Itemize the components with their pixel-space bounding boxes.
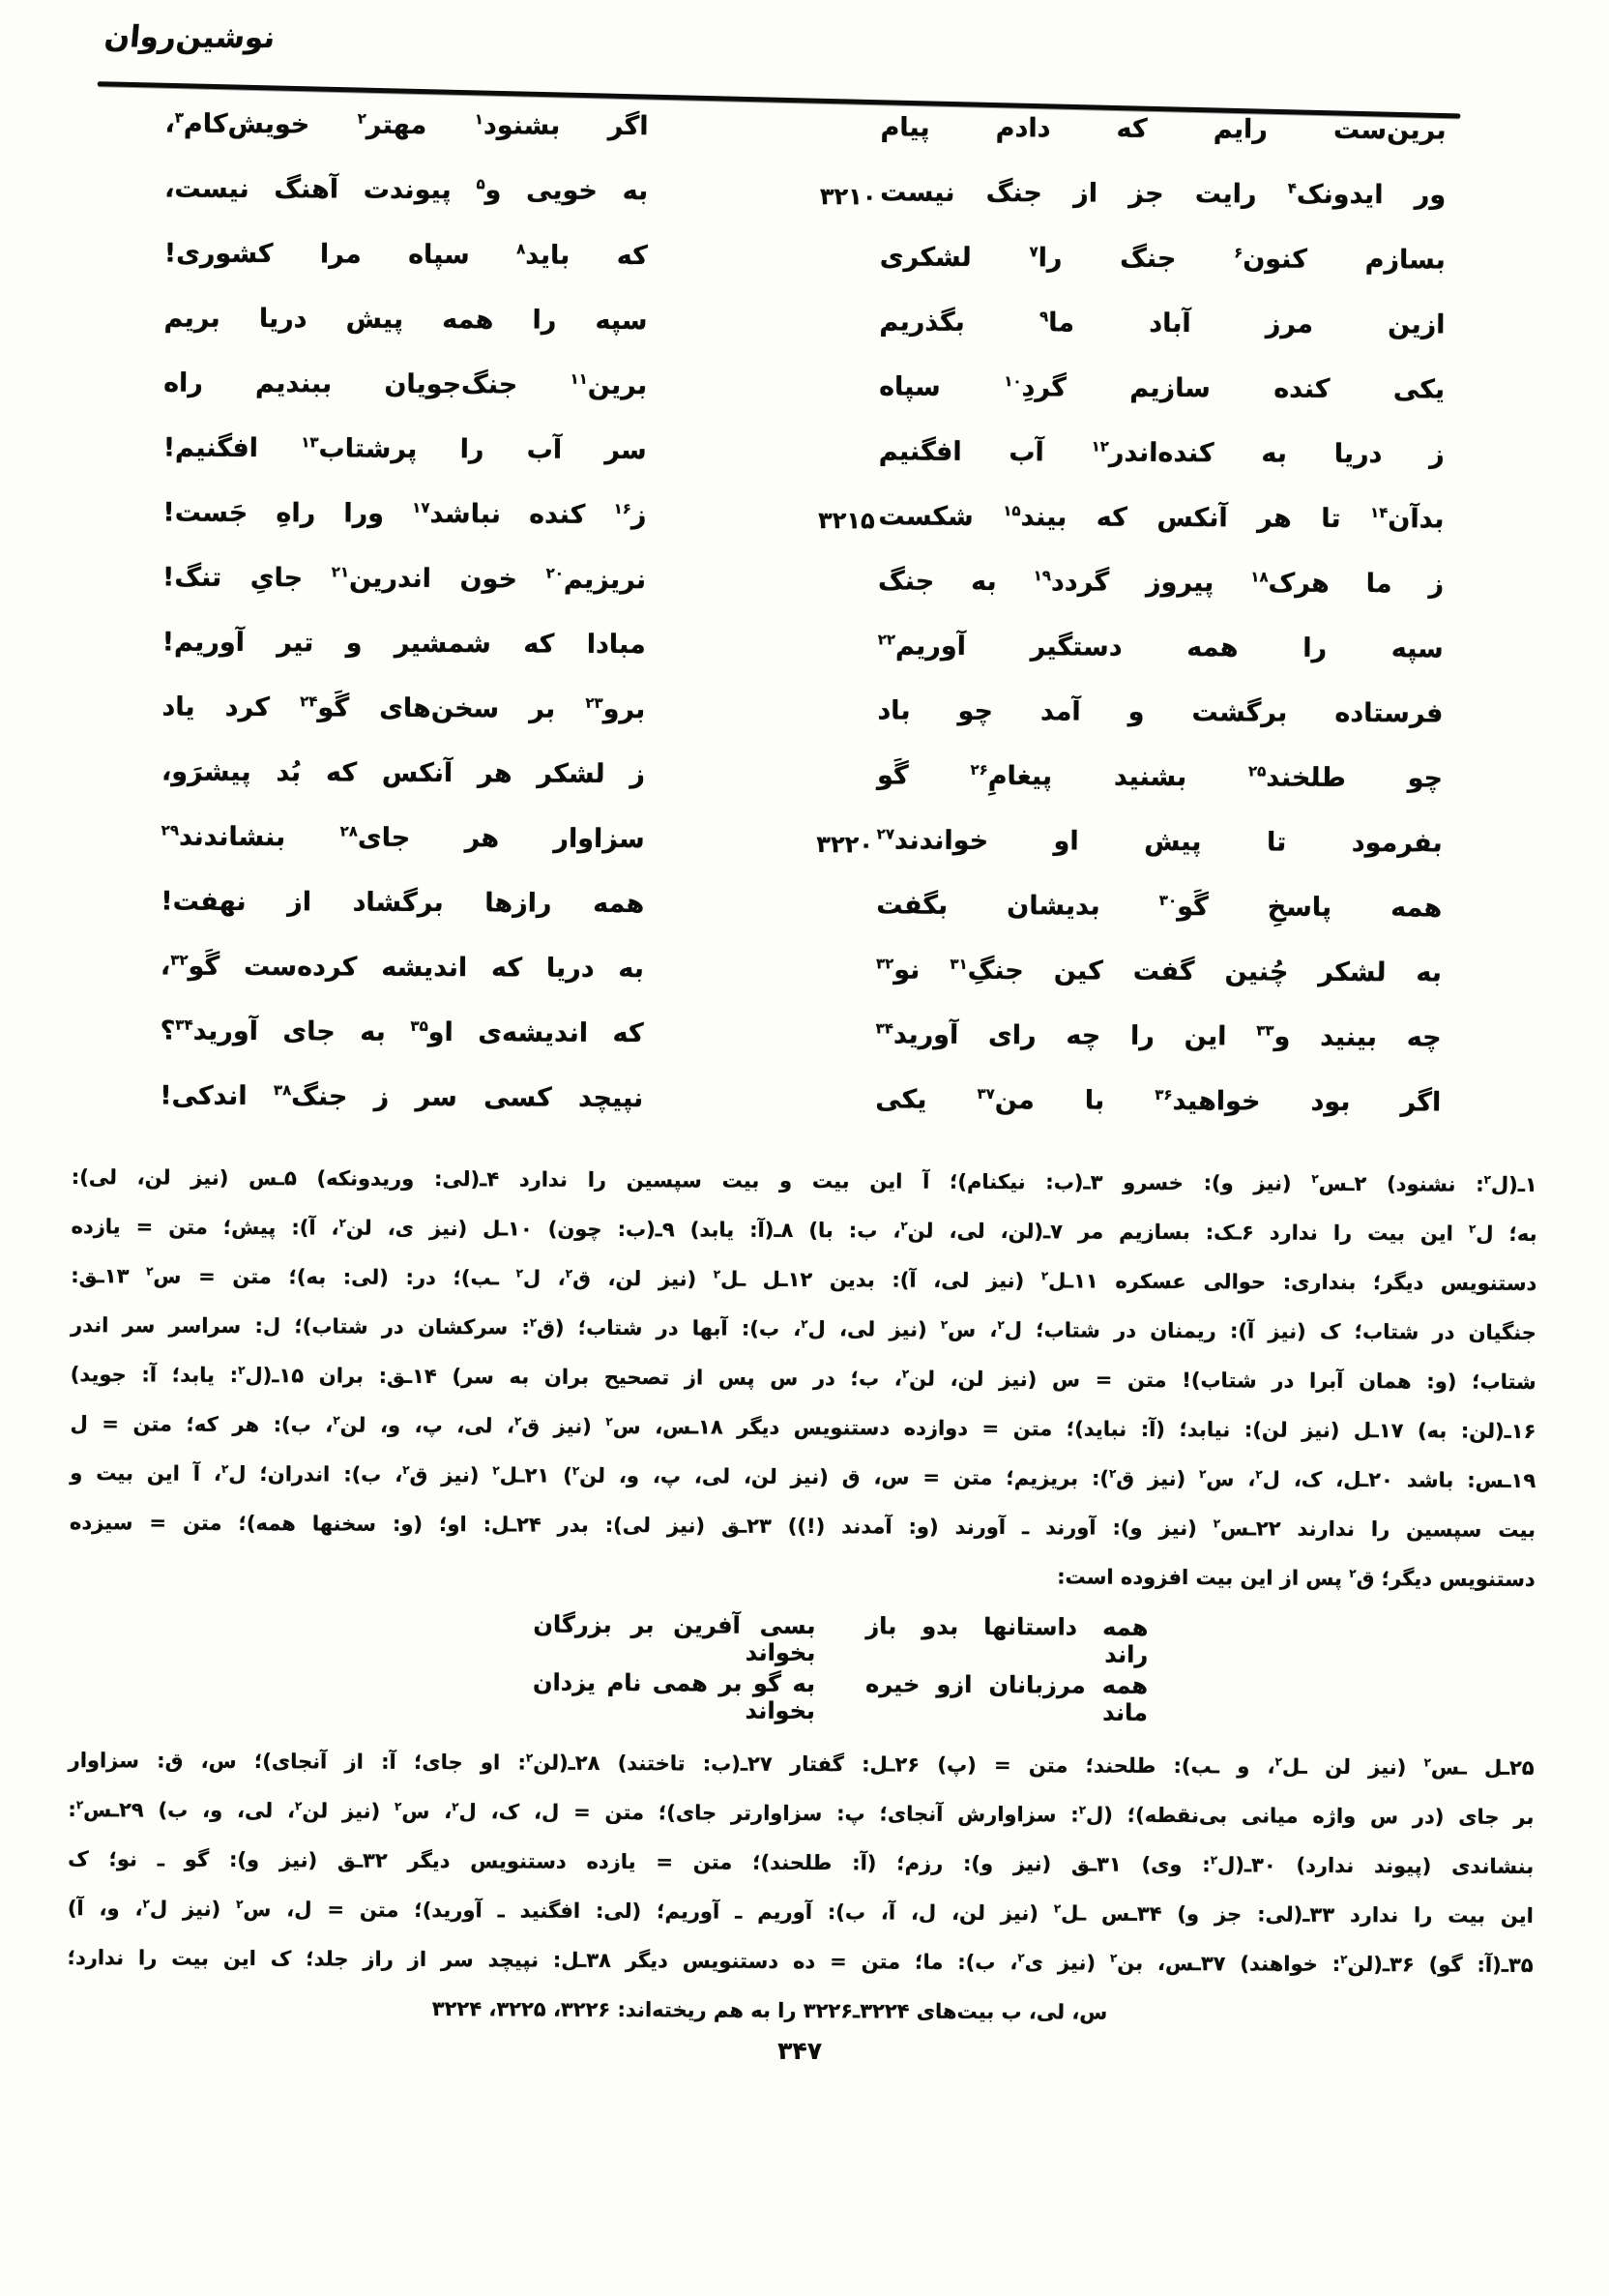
column-gutter [645,839,813,840]
page-number: ۳۴۷ [777,2036,823,2066]
couplet-hemistich-left: بسی آفرین بر بزرگان بخواند [533,1610,816,1667]
verse-row [160,1064,1441,1135]
verse-row [164,221,1446,293]
verse-number [812,1031,876,1039]
verse-row [161,675,1443,747]
hemistich-right: بفرمود تا پیش او خواندند$^{۲۷}$ [876,824,1443,858]
column-gutter [647,321,815,322]
hemistich-left: همه رازها برگشاد از نهفت! [161,886,645,919]
verse-row [161,869,1442,941]
footnote-line: شتاب؛ (و: همان آبرا در شتاب)! متن = س (نیز لن، لن$^۲$، ب؛ در س پس از تصحیح بران به سر) ۱۴ـق: بران ۱۵ـ(ل$^۲$: یابد؛ آ: جوید) [70,1363,1536,1394]
column-gutter [647,386,815,387]
couplet-row [69,1606,1148,1670]
hemistich-right: ور ایدونک$^۴$ رایت جز از جنگ نیست [880,176,1447,210]
verse-number [817,124,881,132]
verse-number [814,642,878,650]
inserted-couplet [69,1597,1536,1742]
verse-row [164,157,1446,228]
verse-number [815,318,879,326]
hemistich-left: که اندیشه‌ی او$^{۳۵}$ به جای آورید$^{۳۴}$؟ [160,1016,644,1048]
hemistich-right: ازین مرز آباد ما$^۹$ بگذریم [879,306,1446,339]
column-gutter [648,191,816,192]
hemistich-right: بسازم کنون$^۶$ جنگ را$^۷$ لشکری [879,241,1446,275]
verse-number [815,383,879,391]
footnote-line: به؛ ل$^۲$ این بیت را ندارد ۶ـک: بسازیم مر ۷ـ(لن، لی، لن$^۲$، ب: با) ۸ـ(آ: یابد) ۹ـ(ب: چون) ۱۰ـل (نیز ی، لن$^۲$، آ): پیش؛ متن = یازده [71,1215,1537,1246]
column-gutter [646,515,814,516]
verse-row [162,545,1444,617]
verse-row [161,805,1443,876]
hemistich-left: اگر بشنود$^۱$ مهتر$^۲$ خویش‌کام$^۳$، [164,108,649,141]
verse-number: ۳۲۲۰ [816,830,874,858]
verse-row [163,286,1445,358]
verse-number [813,707,877,715]
hemistich-left: به خویی و$^۵$ پیوندت آهنگ نیست، [164,173,649,206]
verse-number [815,448,879,456]
verse-row [161,740,1443,811]
hemistich-left: سزاوار هر جای$^{۲۸}$ بنشاندند$^{۲۹}$ [161,821,645,854]
verse-row [163,351,1445,423]
hemistich-right: چو طلخند$^{۲۵}$ بشنید پیغامِ$^{۲۶}$ گَو [876,759,1444,793]
verse-number [816,253,880,261]
footnote-line: ۱ـ(ل$^۲$: نشنود) ۲ـس$^۲$ (نیز و): خسرو ۳ـ(ب: نیکنام)؛ آ این بیت و بیت سپسین را ندارد ۴ـ(لی: وریدونکه) ۵ـس (نیز لن، لی): [71,1165,1537,1196]
footnote-line: ۱۹ـس: باشد ۲۰ـل، ک، ل$^۲$، س$^۲$ (نیز ق$^۲$): بریزیم؛ متن = س، ق (نیز لن، لی، پ، و، لن$^۲$) ۲۱ـل$^۲$ (نیز ق$^۲$، ب): اندران؛ ل$^۲$، آ این بیت و [70,1461,1536,1492]
footnote-line: بیت سپسین را ندارند ۲۲ـس$^۲$ (نیز و): آورند ـ آورند (و: آمدند (!)) ۲۳ـق (نیز لی): بدر ۲۴ـل: او؛ (و: سخنها همه)؛ متن = سیزده [69,1511,1536,1542]
verse-number [814,577,878,585]
column-gutter [644,904,812,905]
hemistich-left: برین$^{۱۱}$ جنگ‌جویان ببندیم راه [163,368,648,400]
footnote-line: بر جای (در س واژه میانی بی‌نقطه)؛ (ل$^۲$: سزاوارش آنجای؛ پ: سزاوارتر جای)؛ متن = ل، ک، ل$^۲$، س$^۲$ (نیز لن$^۲$، لی، و، ب) ۲۹ـس$^۲$: [68,1798,1535,1829]
running-head-title: نوشین‌روان [102,19,277,56]
footnote-line: ۲۵ـل ـس$^۲$ (نیز لن ـل$^۲$، و ـب): طلحند؛ متن = (پ) ۲۶ـل: گفتار ۲۷ـ(ب: تاختند) ۲۸ـ(لن$^۲$: او جای؛ آ: از آنجای)؛ س، ق: سزاوار [68,1749,1535,1780]
hemistich-left: نریزیم$^{۲۰}$ خون اندرین$^{۲۱}$ جایِ تنگ! [162,562,647,595]
column-gutter [645,775,813,776]
hemistich-left: سپه را همه پیش دریا بریم [163,303,648,336]
hemistich-left: مبادا که شمشیر و تیر آوریم! [161,627,646,660]
verse-row [162,610,1444,682]
footnote-line: س، لی، ب بیت‌های ۳۲۲۴ـ۳۲۲۶ را به هم ریخته‌اند: ۳۲۲۶، ۳۲۲۵، ۳۲۲۴ [431,1996,1108,2024]
column-gutter [648,256,816,257]
critical-apparatus [67,1153,1537,2040]
footnotes-block-2 [67,1736,1535,2040]
hemistich-left: که باید$^۸$ سپاه مرا کشوری! [163,238,648,271]
verse-number: ۳۲۱۰ [819,182,877,210]
footnote-line: بنشاندی (پیوند ندارد) ۳۰ـ(ل$^۲$: وی) ۳۱ـق (نیز و): رزم؛ (آ: طلحند)؛ متن = یازده دستنویس دیگر ۳۲ـق (نیز و): گو ـ نو؛ ک [68,1847,1535,1878]
hemistich-right: برین‌ست رایم که دادم پیام [880,111,1447,145]
verse-number: ۳۲۱۵ [818,506,875,534]
hemistich-left: ز$^{۱۶}$ کنده نباشد$^{۱۷}$ ورا راهِ جَست! [162,497,647,530]
footnote-line: ۱۶ـ(لن: به) ۱۷ـل (نیز لن): نیابد؛ (آ: نباید)؛ متن = دوازده دستنویس دیگر ۱۸ـس، س$^۲$ (نیز ق$^۲$، لی، پ، و، لن$^۲$، ب): هر که؛ متن = ل [70,1412,1536,1443]
couplet-hemistich-right: همه مرزبانان ازو خیره ماند [865,1670,1149,1726]
column-gutter [646,580,814,581]
hemistich-right: چه بینید و$^{۳۳}$ این را چه رای آورید$^{۳۴}$ [875,1018,1442,1052]
hemistich-right: ز ما هرک$^{۱۸}$ پیروز گردد$^{۱۹}$ به جنگ [877,565,1445,599]
hemistich-right: سپه را همه دستگیر آوریم$^{۲۲}$ [877,630,1444,663]
column-gutter [649,127,817,128]
footnotes-block-1 [70,1153,1537,1604]
verse-list [160,92,1447,1135]
column-gutter [644,1034,812,1035]
verse-number [813,772,877,780]
footnote-line: دستنویس دیگر؛ بنداری: حوالی عسکره ۱۱ـل$^۲$ (نیز لی، آ): بدین ۱۲ـل ـل$^۲$ (نیز لن، ق$^۲$، ل$^۲$ ـب)؛ در: (لی: به)؛ متن = س$^۲$ ۱۳ـق: [71,1264,1537,1295]
column-gutter [643,1099,811,1100]
hemistich-right: همه پاسخِ گَو$^{۳۰}$ بدیشان بگفت [876,889,1443,923]
verse-row [164,92,1446,163]
footnote-line: دستنویس دیگر؛ ق$^۲$ پس از این بیت افزوده است: [1057,1565,1536,1591]
hemistich-left: نپیچد کسی سر ز جنگ$^{۳۸}$ اندکی! [160,1080,644,1113]
verse-number [812,901,876,909]
hemistich-left: به دریا که اندیشه کرده‌ست گَو$^{۳۲}$، [160,951,645,984]
footnote-line: جنگیان در شتاب؛ ک (نیز آ): ریمنان در شتاب؛ ل$^۲$، س$^۲$ (نیز لی، ل$^۲$، ب): آبها در شتاب؛ (ق$^۲$: سرکشان در شتاب)؛ ل: سراسر سر اندر [70,1313,1537,1344]
column-gutter [646,645,814,646]
verse-row [162,481,1444,552]
hemistich-right: به لشکر چُنین گفت کین جنگِ$^{۳۱}$ نو$^{۳۲}$ [875,954,1443,987]
verse-row [161,934,1442,1006]
verse-number [811,1096,875,1104]
footnote-line: ۳۵ـ(آ: گو) ۳۶ـ(لن$^۲$: خواهند) ۳۷ـس، بن$^۲$ (نیز ی$^۲$، ب): ما؛ متن = ده دستنویس دیگر ۳۸ـل: نپیچد سر از راز جلد؛ ک این بیت را ندارد؛ [67,1946,1534,1977]
hemistich-right: بدآن$^{۱۴}$ تا هر آنکس که بیند$^{۱۵}$ شکست [878,500,1445,534]
verse-row [163,416,1445,487]
verse-number [812,966,876,974]
hemistich-right: ز دریا به کنده‌اندر$^{۱۲}$ آب افگنیم [878,435,1445,469]
column-gutter [644,969,812,970]
couplet-hemistich-right: همه داستانها بدو باز راند [865,1612,1149,1668]
verse-row [160,999,1441,1071]
hemistich-left: سر آب را پرشتاب$^{۱۳}$ افگنیم! [162,432,647,465]
couplet-hemistich-left: به گو بر همی نام یزدان بخواند [533,1668,816,1725]
footnote-line: این بیت را ندارد ۳۳ـ(لی: جز و) ۳۴ـس ـل$^۲$ (نیز لن، ل، آ، ب): آوریم ـ آوریم؛ (لی: افگنید ـ آورید)؛ متن = ل، س$^۲$ (نیز ل$^۲$، و، آ) [67,1897,1534,1928]
hemistich-left: ز لشکر هر آنکس که بُد پیشرَو، [161,756,646,789]
hemistich-right: اگر بود خواهید$^{۳۶}$ با من$^{۳۷}$ یکی [875,1083,1442,1117]
column-gutter [647,451,815,452]
hemistich-right: یکی کنده سازیم گردِ$^{۱۰}$ سپاه [879,370,1446,404]
column-gutter [645,710,813,711]
hemistich-left: برو$^{۲۳}$ بر سخن‌های گَو$^{۲۴}$ کرد یاد [161,692,646,724]
couplet-row [69,1664,1148,1728]
hemistich-right: فرستاده برگشت و آمد چو باد [877,694,1444,728]
